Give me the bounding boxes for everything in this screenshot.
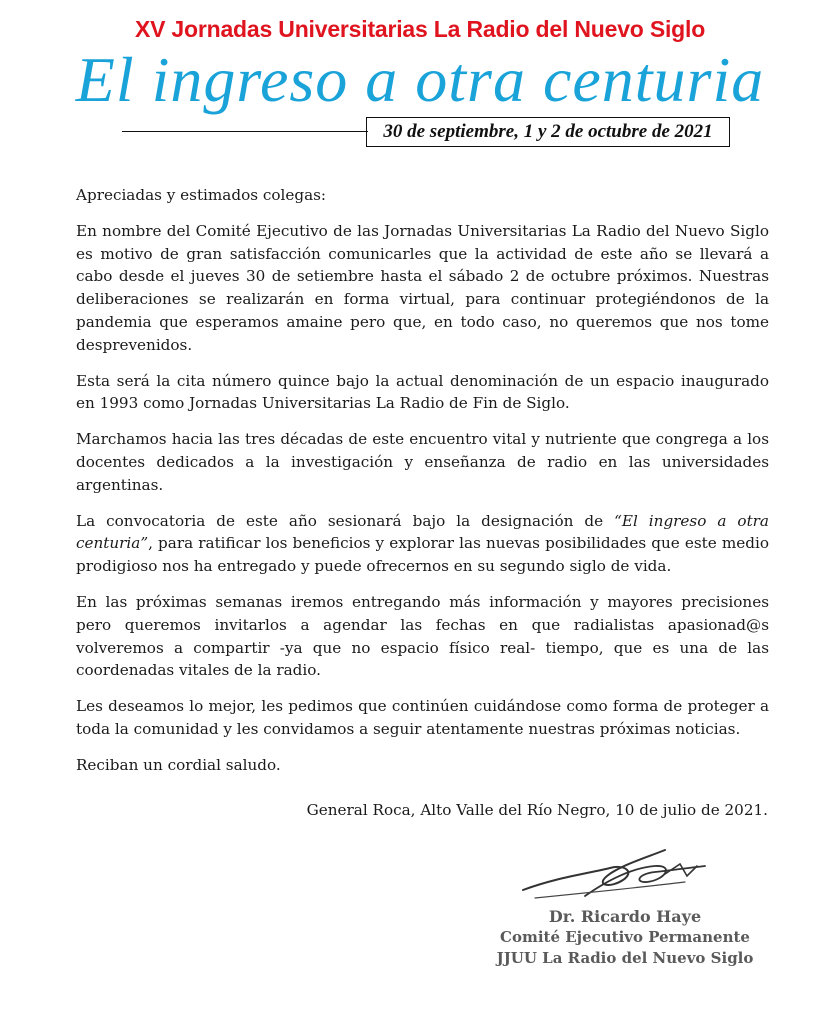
signature-block (470, 906, 780, 969)
event-dates-box: 30 de septiembre, 1 y 2 de octubre de 2021 (366, 117, 730, 147)
paragraph-4 (76, 510, 769, 578)
signatory-name: Dr. Ricardo Haye (548, 907, 702, 926)
paragraph-6: Les deseamos lo mejor, les pedimos que continúen cuidándose como forma de proteger a toda la comunidad y les convidamos a seguir atentamente nuestras próximas noticias. (76, 697, 769, 738)
handwritten-signature (515, 838, 720, 910)
signatory-role: Comité Ejecutivo Permanente (500, 928, 750, 946)
header-rule (122, 131, 368, 132)
event-heading: XV Jornadas Universitarias La Radio del Nuevo Siglo (134, 16, 706, 42)
place-date-line: General Roca, Alto Valle del Río Negro, 10 de julio de 2021. (306, 801, 768, 819)
greeting: Apreciadas y estimados colegas: (76, 186, 327, 204)
paragraph-5: En las próximas semanas iremos entregando más información y mayores precisiones pero queremos invitarlos a agendar las fechas en que radialistas apasionad@s volveremos a compartir -ya que no espacio físico real- tiempo, que es una de las coordenadas vitales de la radio. (76, 592, 769, 680)
paragraph-3: Marchamos hacia las tres décadas de este encuentro vital y nutriente que congrega a los docentes dedicados a la investigación y enseñanza de radio en las universidades argentinas. (76, 430, 769, 494)
closing: Reciban un cordial saludo. (76, 755, 281, 774)
page-title: El ingreso a otra centuria (75, 44, 765, 115)
letter-body (76, 184, 769, 790)
paragraph-4-quote: “El ingreso a otra centuria” (76, 511, 769, 553)
paragraph-4-intro: La convocatoria de este año sesionará bajo la designación de (76, 511, 615, 530)
signatory-organization: JJUU La Radio del Nuevo Siglo (496, 949, 754, 967)
paragraph-1: En nombre del Comité Ejecutivo de las Jornadas Universitarias La Radio del Nuevo Siglo es motivo de gran satisfacción comunicarles que la actividad de este año se llevará a cabo desde el jueves 30 de setiembre hasta el sábado 2 de octubre próximos. Nuestras deliberaciones se realizarán en forma virtual, para continuar protegiéndonos de la pandemia que esperamos amaine pero que, en todo caso, no queremos que nos tome desprevenidos. (76, 221, 769, 354)
paragraph-2: Esta será la cita número quince bajo la actual denominación de un espacio inaugurado en 1993 como Jornadas Universitarias La Radio de Fin de Siglo. (76, 371, 769, 413)
paragraph-4-rest: , para ratificar los beneficios y explorar las nuevas posibilidades que este medio prodigioso nos ha entregado y puede ofrecernos en su segundo siglo de vida. (76, 534, 769, 576)
